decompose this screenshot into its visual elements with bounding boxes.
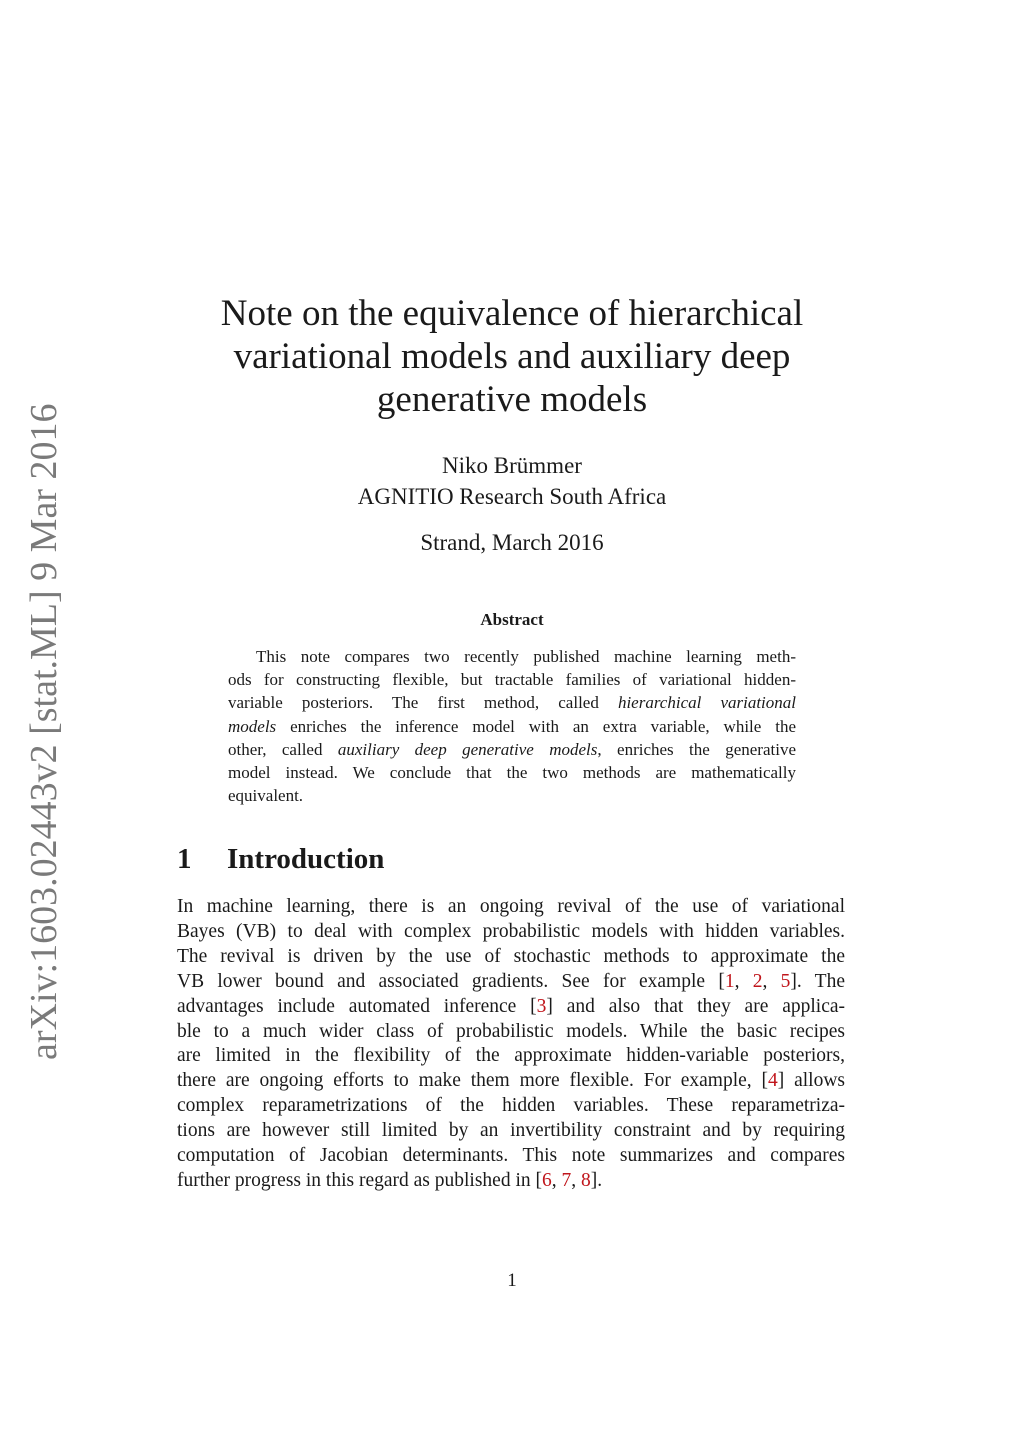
paragraph-line: are limited in the flexibility of the approximate hidden-variable posteriors,	[177, 1045, 845, 1067]
paragraph-line: Bayes (VB) to deal with complex probabilistic models with hidden variables.	[177, 920, 845, 942]
paragraph-line	[177, 995, 845, 1020]
paragraph-line: ble to a much wider class of probabilistic models. While the basic recipes	[177, 1020, 845, 1042]
paragraph-line: complex reparametrizations of the hidden variables. These reparametriza-	[177, 1095, 845, 1117]
paragraph-text: there are ongoing efforts to make them more flexible. For example, [	[177, 1070, 768, 1092]
paragraph-text: advantages include automated inference [	[177, 995, 537, 1017]
abstract-text: enriches the inference model with an extra variable, while the	[276, 716, 796, 736]
citation-separator: ,	[551, 1169, 562, 1191]
paragraph-line: computation of Jacobian determinants. This note summarizes and compares	[177, 1145, 845, 1167]
arxiv-identifier-stamp: arXiv:1603.02443v2 [stat.ML] 9 Mar 2016	[23, 403, 65, 1060]
paper-title	[0, 292, 1024, 421]
citation-link[interactable]: 6	[542, 1169, 552, 1191]
citation-link[interactable]: 1	[724, 970, 735, 992]
section-heading	[177, 843, 384, 876]
paragraph-text: ] and also that they are applica-	[546, 995, 845, 1017]
abstract-line: This note compares two recently published machine learning meth-	[256, 647, 796, 666]
title-line: generative models	[376, 379, 648, 420]
citation-separator: ,	[571, 1169, 581, 1191]
paragraph-text: ]. The	[790, 970, 845, 992]
abstract-line: model instead. We conclude that the two methods are mathematically	[228, 763, 796, 783]
method-name-hvm-cont: models	[228, 716, 277, 736]
abstract-line	[228, 738, 796, 761]
citation-separator: ,	[734, 970, 753, 992]
paragraph-text: further progress in this regard as published in [	[177, 1169, 542, 1191]
abstract-text: other, called	[228, 739, 338, 759]
method-name-adgm: auxiliary deep generative models	[337, 739, 598, 759]
title-line: Note on the equivalence of hierarchical	[220, 293, 804, 334]
citation-separator: ,	[762, 970, 781, 992]
citation-link[interactable]: 5	[780, 970, 791, 992]
paragraph-line	[177, 1169, 845, 1194]
method-name-hvm: hierarchical variational	[617, 693, 796, 713]
introduction-paragraph	[177, 895, 845, 1194]
paragraph-text: VB lower bound and associated gradients. See for example [	[177, 970, 725, 992]
paragraph-text: ].	[590, 1169, 603, 1191]
title-line: variational models and auxiliary deep	[233, 336, 791, 377]
section-number: 1	[177, 843, 192, 875]
paragraph-line: The revival is driven by the use of stochastic methods to approximate the	[177, 945, 845, 967]
paragraph-line: tions are however still limited by an invertibility constraint and by requiring	[177, 1120, 845, 1142]
author-name: Niko Brümmer	[442, 453, 582, 478]
abstract-line	[228, 715, 796, 738]
citation-link[interactable]: 7	[561, 1169, 572, 1191]
paragraph-line	[177, 970, 845, 995]
abstract-body	[228, 645, 796, 807]
abstract-text: variable posteriors. The first method, called	[228, 693, 618, 713]
citation-link[interactable]: 4	[768, 1070, 778, 1092]
author-affiliation: AGNITIO Research South Africa	[357, 484, 667, 509]
section-title: Introduction	[227, 843, 385, 875]
paragraph-text: ] allows	[777, 1070, 846, 1092]
page-number: 1	[507, 1270, 517, 1291]
paper-date: Strand, March 2016	[420, 530, 604, 555]
citation-link[interactable]: 8	[581, 1169, 591, 1191]
paragraph-line: In machine learning, there is an ongoing revival of the use of variational	[177, 896, 845, 917]
abstract-line: equivalent.	[228, 786, 304, 806]
paragraph-line	[177, 1069, 845, 1094]
abstract-text: , enriches the generative	[597, 739, 796, 759]
abstract-line	[228, 691, 796, 714]
author-block	[0, 450, 1024, 512]
citation-link[interactable]: 3	[536, 995, 547, 1017]
abstract-heading: Abstract	[480, 610, 544, 629]
abstract-line: ods for constructing flexible, but tractable families of variational hidden-	[228, 670, 796, 690]
citation-link[interactable]: 2	[752, 970, 763, 992]
